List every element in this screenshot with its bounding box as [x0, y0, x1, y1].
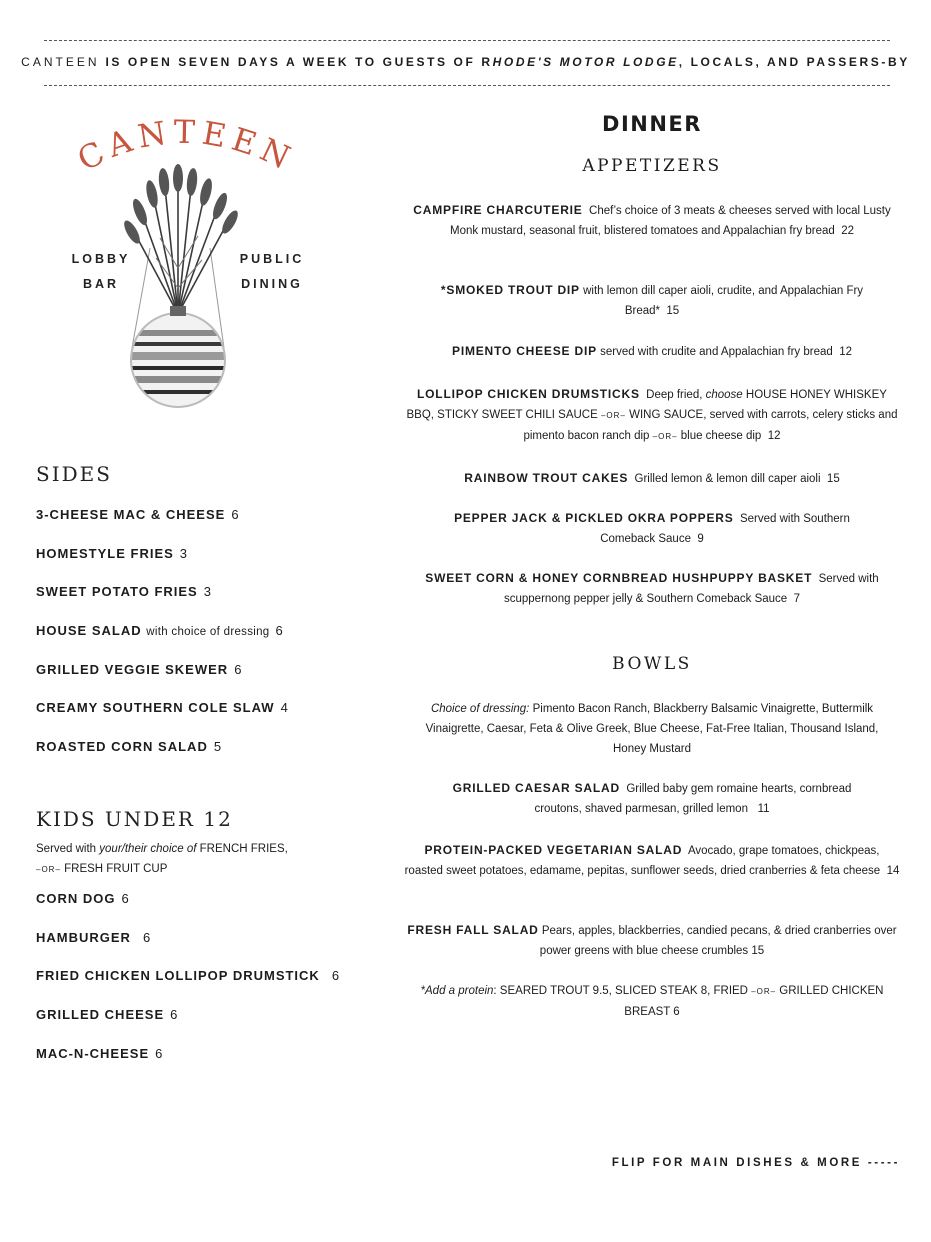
flip-note: FLIP FOR MAIN DISHES & MORE ----- [611, 1157, 900, 1169]
appetizers-heading: APPETIZERS [582, 156, 722, 176]
kids-list [36, 890, 366, 1083]
list-item: SWEET POTATO FRIES 3 [36, 584, 212, 600]
list-item: HOUSE SALAD with choice of dressing 6 [36, 623, 284, 639]
list-item: CORN DOG 6 [36, 890, 130, 906]
add-protein-note: *Add a protein: SEARED TROUT 9.5, SLICED STEAK 8, FRIED –OR– GRILLED CHICKEN BREAST 6 [420, 985, 884, 1018]
list-item: 3-CHEESE MAC & CHEESE 6 [36, 507, 240, 522]
list-item: FRIED CHICKEN LOLLIPOP DRUMSTICK 6 [36, 968, 340, 984]
svg-text:CANTEEN [71, 118, 301, 179]
kids-heading: KIDS UNDER 12 [36, 806, 233, 831]
menu-item: FRESH FALL SALAD Pears, apples, blackberries, candied pecans, & dried cranberries over power greens with blue cheese crumbles 15 [407, 923, 897, 957]
opening-banner [0, 55, 931, 69]
logo-bar: BAR [82, 277, 120, 291]
logo-public: PUBLIC [239, 252, 305, 266]
top-dashed-rule [44, 40, 890, 41]
list-item: HOMESTYLE FRIES 3 [36, 545, 188, 561]
list-item: HAMBURGER 6 [36, 929, 151, 945]
kids-note: Served with your/their choice of FRENCH FRIES, –OR– FRESH FRUIT CUP [36, 842, 288, 875]
menu-item: PEPPER JACK & PICKLED OKRA POPPERS Served with Southern Comeback Sauce 9 [454, 511, 850, 545]
banner-lodge: HODE'S MOTOR LODGE [492, 55, 679, 69]
list-item: GRILLED VEGGIE SKEWER 6 [36, 661, 242, 677]
list-item: ROASTED CORN SALAD 5 [36, 739, 222, 755]
sides-heading: SIDES [36, 462, 112, 486]
sides-list [36, 506, 366, 777]
menu-item: RAINBOW TROUT CAKES Grilled lemon & lemon dill caper aioli 15 [464, 471, 840, 485]
menu-item: *SMOKED TROUT DIP with lemon dill caper aioli, crudite, and Appalachian Fry Bread* 15 [440, 283, 864, 317]
dinner-title: DINNER [602, 112, 702, 136]
left-column [36, 462, 366, 1083]
menu-item: PIMENTO CHEESE DIP served with crudite and Appalachian fry bread 12 [452, 344, 852, 358]
banner-text: IS OPEN SEVEN DAYS A WEEK TO GUESTS OF R [99, 55, 493, 69]
menu-item: GRILLED CAESAR SALAD Grilled baby gem romaine hearts, cornbread croutons, shaved parmesan, grilled lemon 11 [452, 781, 852, 815]
logo-wordmark: CANTEEN [71, 118, 302, 180]
menu-item: PROTEIN-PACKED VEGETARIAN SALAD Avocado, grape tomatoes, chickpeas, roasted sweet potatoes, edamame, pepitas, sunflower seeds, dried cranberries & feta cheese 14 [404, 843, 900, 877]
logo-public-dining [234, 247, 310, 297]
list-item: GRILLED CHEESE 6 [36, 1006, 178, 1022]
menu-item: SWEET CORN & HONEY CORNBREAD HUSHPUPPY BASKET Served with scuppernong pepper jelly & Southern Comeback Sauce 7 [425, 571, 879, 605]
menu-item: CAMPFIRE CHARCUTERIE Chef’s choice of 3 meats & cheeses served with local Lusty Monk mustard, seasonal fruit, blistered tomatoes and Appalachian fry bread 22 [413, 203, 891, 237]
banner-canteen: CANTEEN [21, 55, 100, 69]
logo-lobby-bar [66, 247, 136, 297]
logo-dining: DINING [241, 277, 303, 291]
bottom-dashed-rule [44, 85, 890, 86]
bowls-heading: BOWLS [612, 654, 692, 674]
list-item: CREAMY SOUTHERN COLE SLAW 4 [36, 700, 289, 716]
logo-lobby: LOBBY [71, 252, 131, 266]
menu-item: LOLLIPOP CHICKEN DRUMSTICKS Deep fried, choose HOUSE HONEY WHISKEY BBQ, STICKY SWEET CHILI SAUCE –OR– WING SAUCE, served with carrots, celery sticks and pimento bacon ranch dip –OR– blue cheese dip 12 [406, 387, 898, 442]
list-item: MAC-N-CHEESE 6 [36, 1045, 163, 1061]
dressing-note: Choice of dressing: Pimento Bacon Ranch, Blackberry Balsamic Vinaigrette, Buttermilk Vinaigrette, Caesar, Feta & Olive Greek, Blue Cheese, Fat-Free Italian, Thousand Island, Honey Mustard [425, 703, 879, 755]
banner-suffix: , LOCALS, AND PASSERS-BY [678, 55, 910, 69]
